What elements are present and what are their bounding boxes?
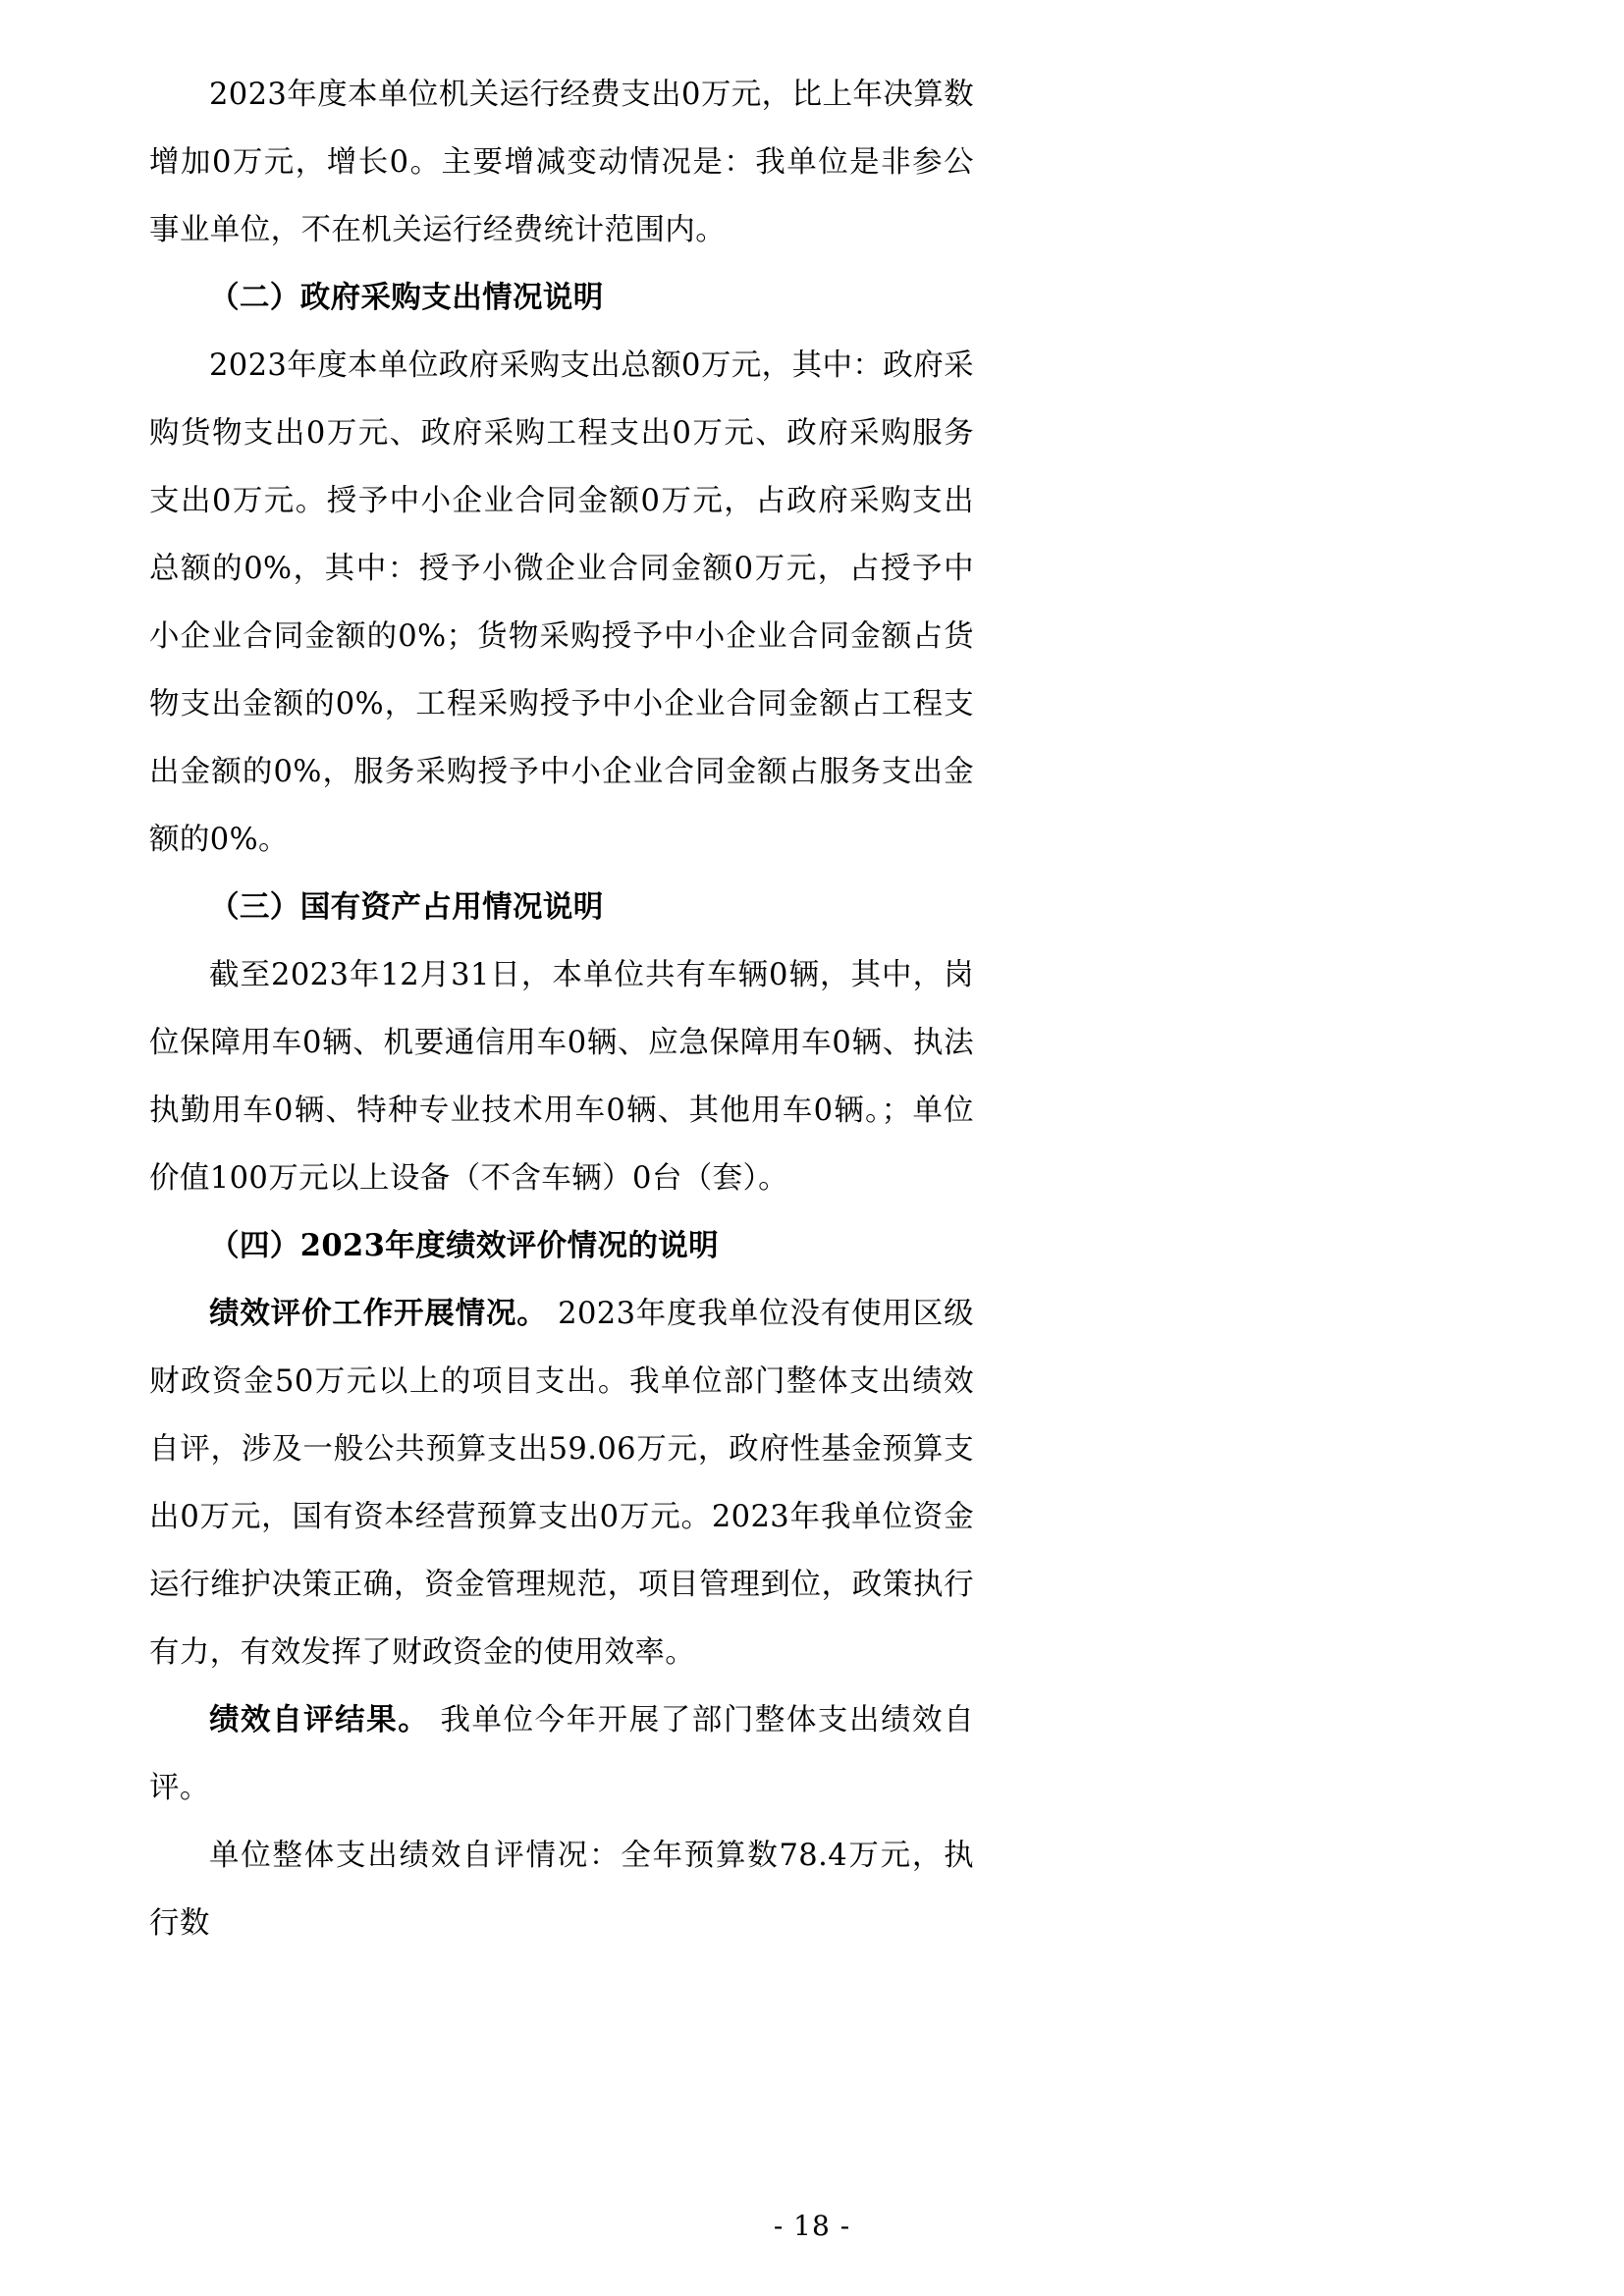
paragraph-agency-operating-expenses: 2023年度本单位机关运行经费支出0万元，比上年决算数增加0万元，增长0。主要增减变动情况是：我单位是非参公事业单位，不在机关运行经费统计范围内。 xyxy=(149,78,974,247)
paragraph-self-evaluation-result xyxy=(149,1686,974,1822)
paragraph-performance-work-body: 2023年度我单位没有使用区级财政资金50万元以上的项目支出。我单位部门整体支出绩效自评，涉及一般公共预算支出59.06万元，政府性基金预算支出0万元，国有资本经营预算支出0万元。2023年我单位资金运行维护决策正确，资金管理规范，项目管理到位，政策执行有力，有效发挥了财政资金的使用效率。 xyxy=(149,1297,974,1670)
page-number: - 18 - xyxy=(773,2210,851,2242)
heading-state-owned-assets: （三）国有资产占用情况说明 xyxy=(209,889,604,925)
paragraph-overall-self-evaluation: 单位整体支出绩效自评情况：全年预算数78.4万元，执行数 xyxy=(149,1839,974,1941)
paragraph-state-owned-assets: 截至2023年12月31日，本单位共有车辆0辆，其中，岗位保障用车0辆、机要通信用车0辆、应急保障用车0辆、执法执勤用车0辆、特种专业技术用车0辆、其他用车0辆。；单位价值100万元以上设备（不含车辆）0台（套）。 xyxy=(149,958,974,1196)
page-content xyxy=(149,61,974,1957)
paragraph-performance-work xyxy=(149,1280,974,1686)
heading-performance-evaluation: （四）2023年度绩效评价情况的说明 xyxy=(209,1228,720,1263)
heading-government-procurement: （二）政府采购支出情况说明 xyxy=(209,280,604,315)
lead-label-performance-work: 绩效评价工作开展情况。 xyxy=(209,1296,548,1331)
paragraph-self-evaluation-result-body: 我单位今年开展了部门整体支出绩效自评。 xyxy=(149,1703,974,1805)
paragraph-government-procurement: 2023年度本单位政府采购支出总额0万元，其中：政府采购货物支出0万元、政府采购工程支出0万元、政府采购服务支出0万元。授予中小企业合同金额0万元，占政府采购支出总额的0%，其中：授予小微企业合同金额0万元，占授予中小企业合同金额的0%；货物采购授予中小企业合同金额占货物支出金额的0%，工程采购授予中小企业合同金额占工程支出金额的0%，服务采购授予中小企业合同金额占服务支出金额的0%。 xyxy=(149,348,974,857)
lead-label-self-evaluation-result: 绩效自评结果。 xyxy=(209,1702,430,1737)
